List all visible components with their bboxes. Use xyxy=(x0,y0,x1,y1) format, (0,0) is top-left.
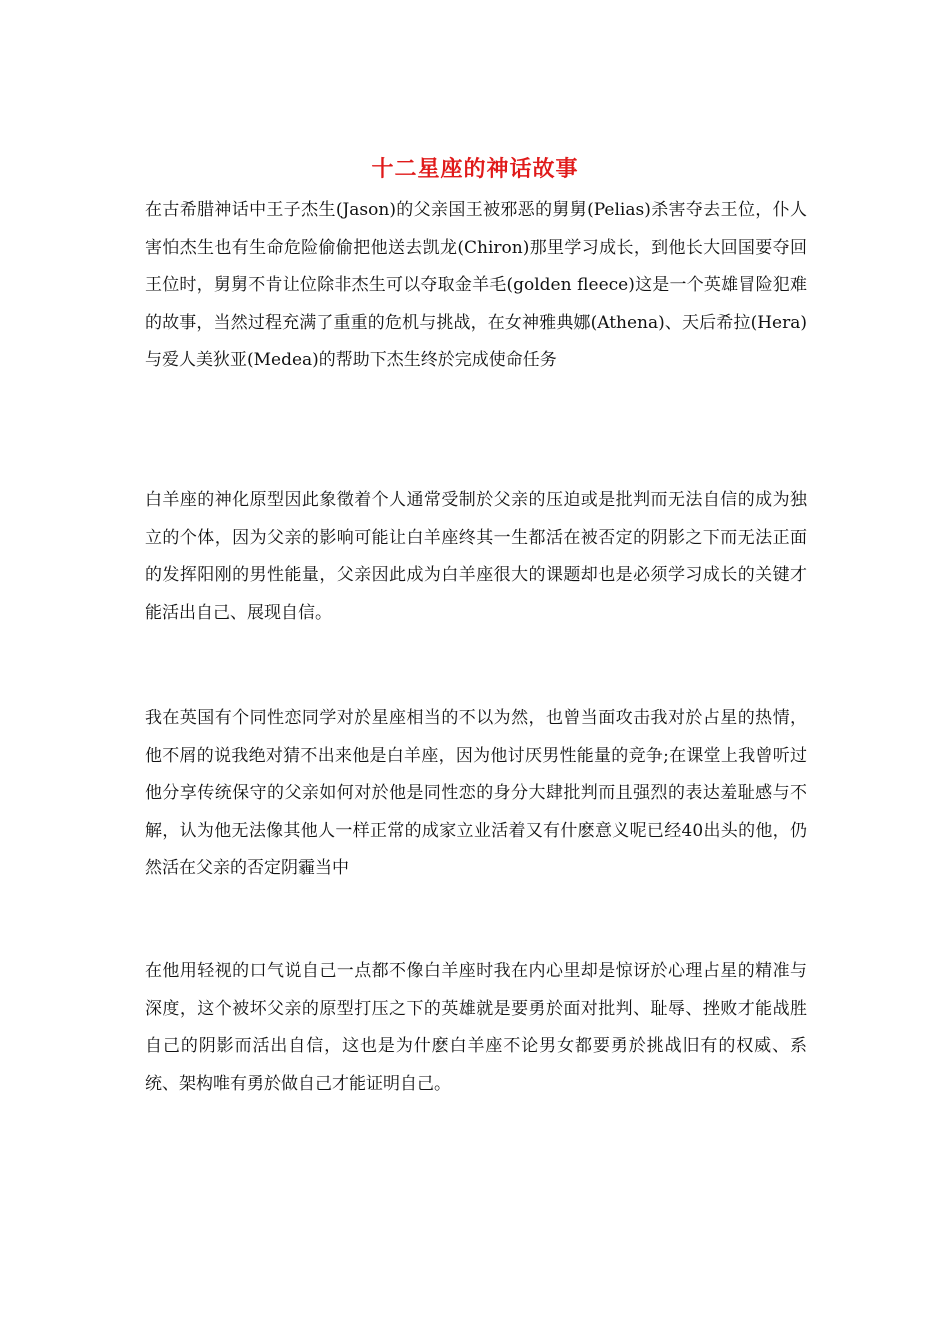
paragraph-aries-archetype: 白羊座的神化原型因此象徵着个人通常受制於父亲的压迫或是批判而无法自信的成为独立的个体，因为父亲的影响可能让白羊座终其一生都活在被否定的阴影之下而无法正面的发挥阳刚的男性能量，父亲因此成为白羊座很大的课题却也是必须学习成长的关键才能活出自己、展现自信。 xyxy=(145,490,807,623)
paragraph-jason-myth: 在古希腊神话中王子杰生(Jason)的父亲国王被邪恶的舅舅(Pelias)杀害夺去王位，仆人害怕杰生也有生命危险偷偷把他送去凯龙(Chiron)那里学习成长，到他长大回国要夺回王位时，舅舅不肯让位除非杰生可以夺取金羊毛(golden fleece)这是一个英雄冒险犯难的故事，当然过程充满了重重的危机与挑战，在女神雅典娜(Athena)、天后希拉(Hera)与爱人美狄亚(Medea)的帮助下杰生终於完成使命任务 xyxy=(145,200,807,370)
document-title: 十二星座的神话故事 xyxy=(371,156,579,182)
paragraph-conclusion: 在他用轻视的口气说自己一点都不像白羊座时我在内心里却是惊讶於心理占星的精准与深度，这个被坏父亲的原型打压之下的英雄就是要勇於面对批判、耻辱、挫败才能战胜自己的阴影而活出自信，这也是为什麽白羊座不论男女都要勇於挑战旧有的权威、系统、架构唯有勇於做自己才能证明自己。 xyxy=(145,961,807,1094)
paragraph-classmate-story: 我在英国有个同性恋同学对於星座相当的不以为然，也曾当面攻击我对於占星的热情，他不屑的说我绝对猜不出来他是白羊座，因为他讨厌男性能量的竞争;在课堂上我曾听过他分享传统保守的父亲如何对於他是同性恋的身分大肆批判而且强烈的表达羞耻感与不解，认为他无法像其他人一样正常的成家立业活着又有什麽意义呢已经40出头的他，仍然活在父亲的否定阴霾当中 xyxy=(145,708,807,878)
